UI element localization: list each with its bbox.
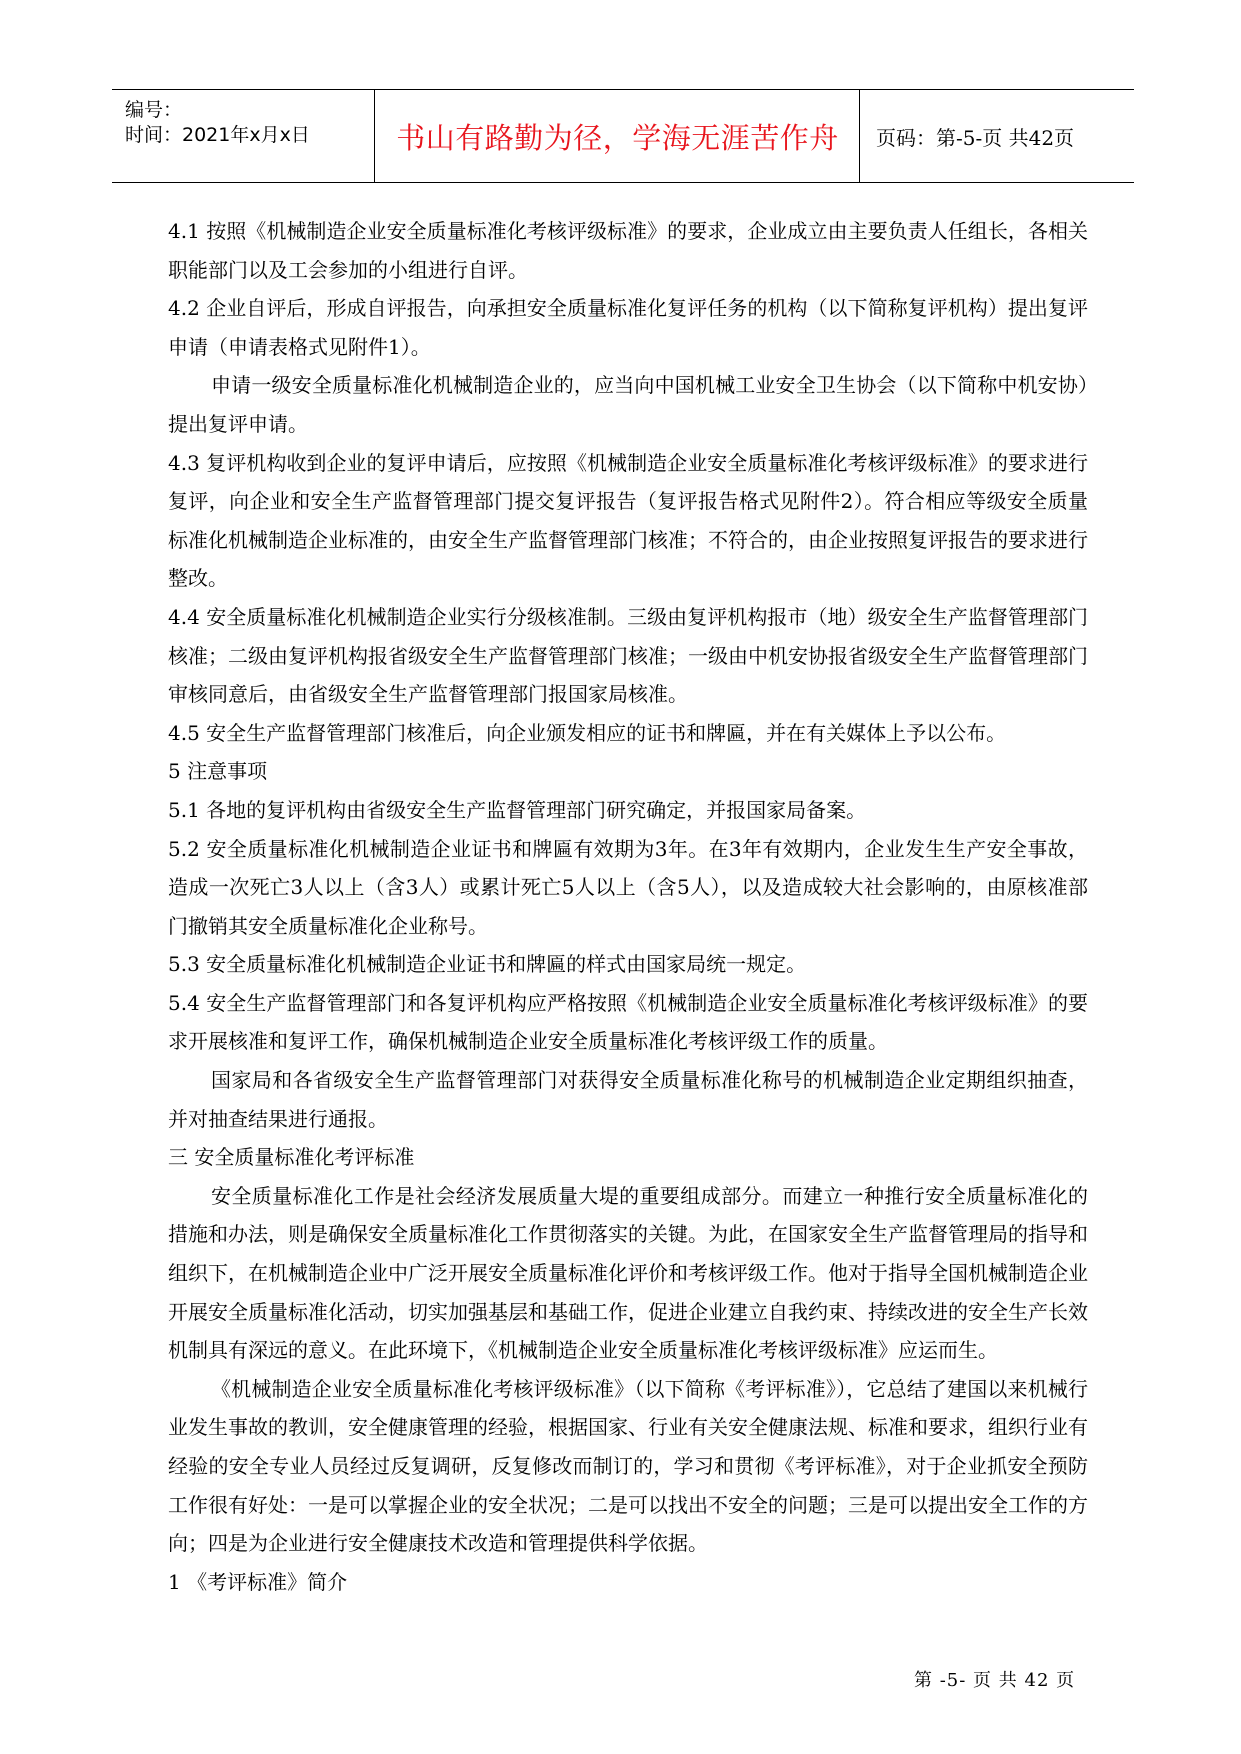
header-motto: 书山有路勤为径，学海无涯苦作舟 <box>396 120 839 155</box>
paragraph: 安全质量标准化工作是社会经济发展质量大堤的重要组成部分。而建立一种推行安全质量标准化的措施和办法，则是确保安全质量标准化工作贯彻落实的关键。为此，在国家安全生产监督管理局的指导和组织下，在机械制造企业中广泛开展安全质量标准化评价和考核评级工作。他对于指导全国机械制造企业开展安全质量标准化活动，切实加强基层和基础工作，促进企业建立自我约束、持续改进的安全生产长效机制具有深远的意义。在此环境下，《机械制造企业安全质量标准化考核评级标准》应运而生。 <box>168 1183 1088 1363</box>
paragraph: 《机械制造企业安全质量标准化考核评级标准》（以下简称《考评标准》），它总结了建国以来机械行业发生事故的教训，安全健康管理的经验，根据国家、行业有关安全健康法规、标准和要求，组织行业有经验的安全专业人员经过反复调研，反复修改而制订的，学习和贯彻《考评标准》，对于企业抓安全预防工作很有好处：一是可以掌握企业的安全状况；二是可以找出不安全的问题；三是可以提出安全工作的方向；四是为企业进行安全健康技术改造和管理提供科学依据。 <box>168 1376 1088 1556</box>
header-page-info: 页码：第-5-页 共42页 <box>876 125 1075 150</box>
paragraph: 5.4 安全生产监督管理部门和各复评机构应严格按照《机械制造企业安全质量标准化考核评级标准》的要求开展核准和复评工作，确保机械制造企业安全质量标准化考核评级工作的质量。 <box>168 990 1088 1054</box>
paragraph: 国家局和各省级安全生产监督管理部门对获得安全质量标准化称号的机械制造企业定期组织抽查，并对抽查结果进行通报。 <box>168 1068 1088 1131</box>
document-number-label: 编号： <box>125 99 183 121</box>
page-header <box>112 89 1134 183</box>
paragraph: 5.2 安全质量标准化机械制造企业证书和牌匾有效期为3年。在3年有效期内，企业发生生产安全事故，造成一次死亡3人以上（含3人）或累计死亡5人以上（含5人），以及造成较大社会影响的，由原核准部门撤销其安全质量标准化企业称号。 <box>168 836 1088 938</box>
page-footer: 第 -5- 页 共 42 页 <box>914 1670 1076 1691</box>
paragraph: 5.1 各地的复评机构由省级安全生产监督管理部门研究确定，并报国家局备案。 <box>168 797 867 822</box>
document-body <box>168 212 1088 1601</box>
paragraph: 4.4 安全质量标准化机械制造企业实行分级核准制。三级由复评机构报市（地）级安全生产监督管理部门核准；二级由复评机构报省级安全生产监督管理部门核准；一级由中机安协报省级安全生产监督管理部门审核同意后，由省级安全生产监督管理部门报国家局核准。 <box>168 604 1088 707</box>
header-motto-cell <box>376 90 860 182</box>
paragraph: 4.1 按照《机械制造企业安全质量标准化考核评级标准》的要求，企业成立由主要负责人任组长，各相关职能部门以及工会参加的小组进行自评。 <box>168 219 1088 282</box>
paragraph: 1 《考评标准》简介 <box>168 1569 348 1594</box>
paragraph: 4.2 企业自评后，形成自评报告，向承担安全质量标准化复评任务的机构（以下简称复评机构）提出复评申请（申请表格式见附件1）。 <box>168 296 1088 359</box>
paragraph: 5 注意事项 <box>168 759 268 784</box>
paragraph: 三 安全质量标准化考评标准 <box>168 1145 415 1170</box>
header-meta-cell <box>112 90 375 182</box>
paragraph: 4.3 复评机构收到企业的复评申请后，应按照《机械制造企业安全质量标准化考核评级标准》的要求进行复评，向企业和安全生产监督管理部门提交复评报告（复评报告格式见附件2）。符合相应等级安全质量标准化机械制造企业标准的，由安全生产监督管理部门核准；不符合的，由企业按照复评报告的要求进行整改。 <box>168 450 1088 591</box>
paragraph: 5.3 安全质量标准化机械制造企业证书和牌匾的样式由国家局统一规定。 <box>168 952 807 977</box>
document-time-label: 时间：2021年x月x日 <box>125 124 310 146</box>
paragraph: 4.5 安全生产监督管理部门核准后，向企业颁发相应的证书和牌匾，并在有关媒体上予以公布。 <box>168 720 1007 745</box>
paragraph: 申请一级安全质量标准化机械制造企业的，应当向中国机械工业安全卫生协会（以下简称中机安协）提出复评申请。 <box>168 373 1088 436</box>
